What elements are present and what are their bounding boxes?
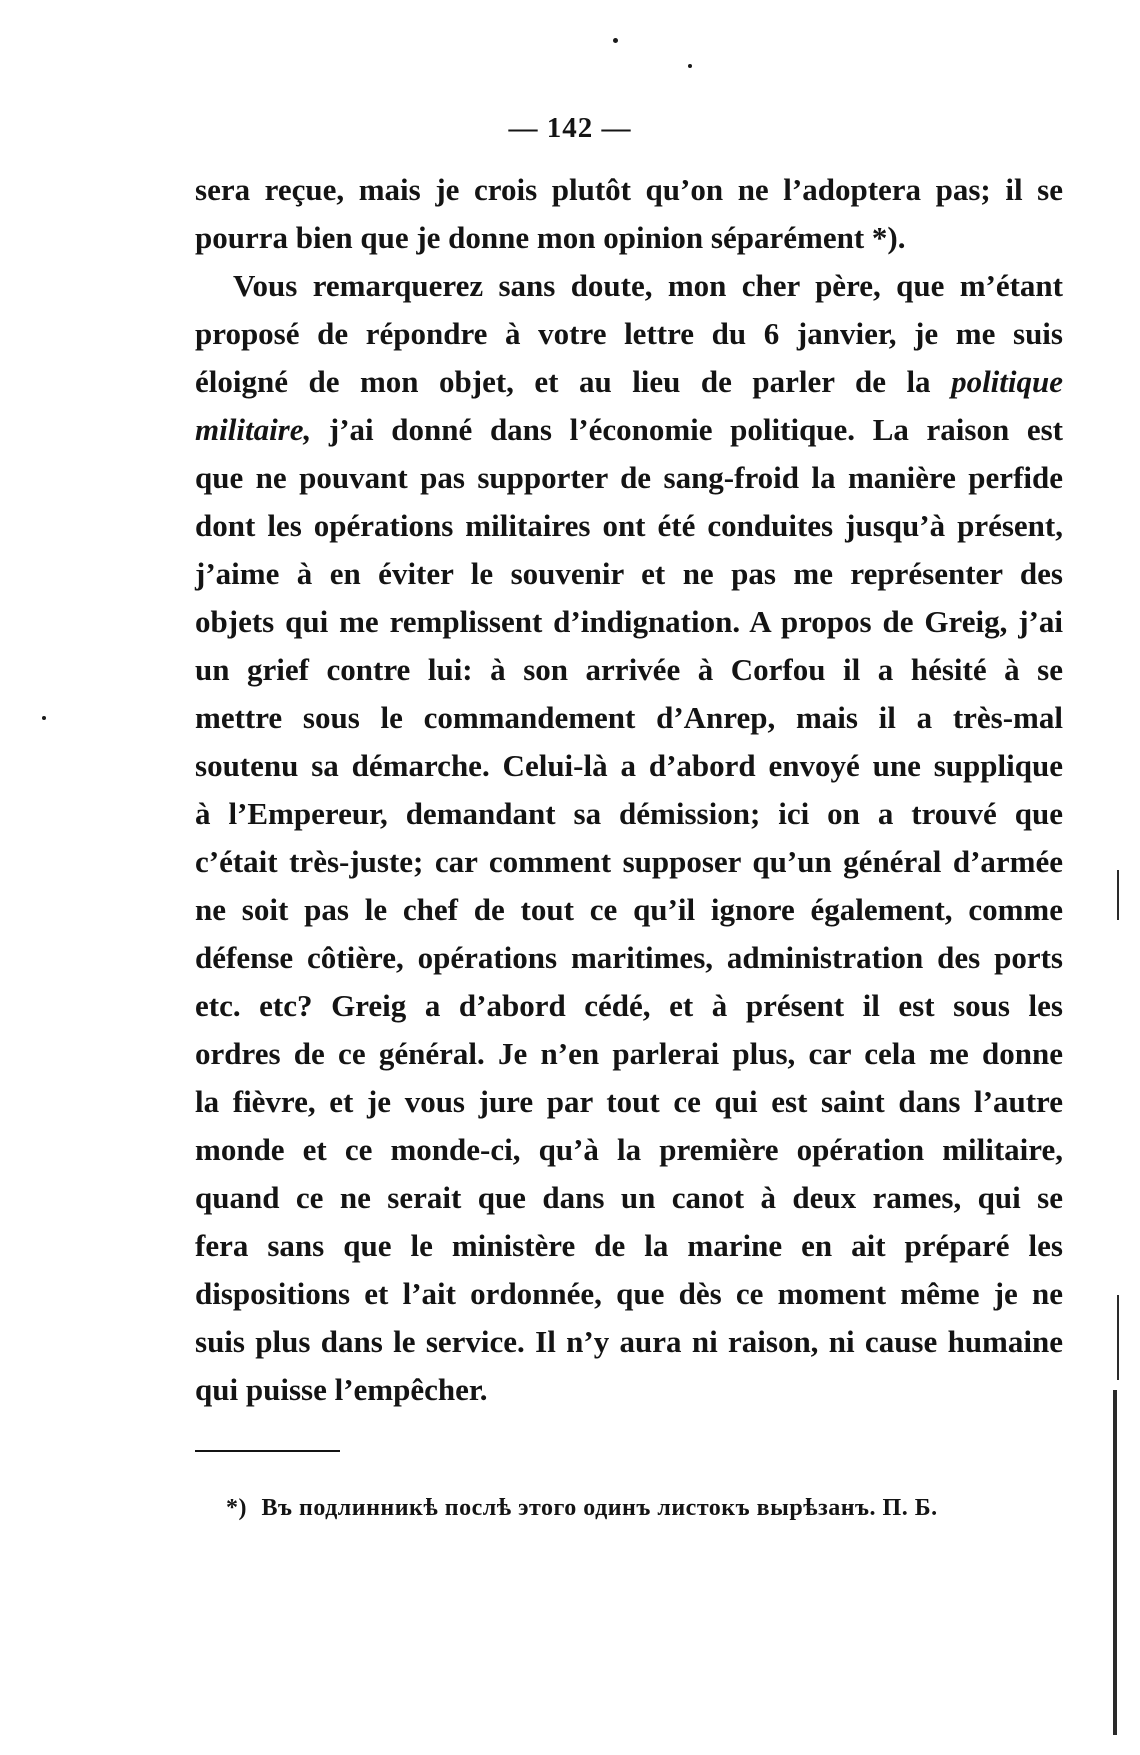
text-line: etc. etc? Greig a d’abord cédé, et à présent il est sous les [195,988,1063,1023]
italic-term: politique [951,364,1064,399]
text-line: défense côtière, opérations maritimes, administration des ports [195,940,1063,975]
text-line: que ne pouvant pas supporter de sang-froid la manière perfide [195,460,1063,495]
scan-speck [613,38,618,43]
text-line: dont les opérations militaires ont été conduites jusqu’à présent, [195,508,1063,543]
body-text [195,166,1063,1414]
text-line-segment: éloigné de mon objet, et au lieu de parler de la [195,364,931,399]
scan-speck [688,64,692,68]
footnote-text: Въ подлинникѣ послѣ этого одинъ листокъ вырѣзанъ. П. Б. [261,1495,938,1521]
page-number: — 142 — [508,112,632,144]
text-line [195,406,1063,454]
text-line: soutenu sa démarche. Celui-là a d’abord envoyé une supplique [195,748,1063,783]
text-line: ordres de ce général. Je n’en parlerai plus, car cela me donne [195,1036,1063,1071]
text-line: ne soit pas le chef de tout ce qu’il ignore également, comme [195,892,1063,927]
text-line: suis plus dans le service. Il n’y aura ni raison, ni cause humaine [195,1324,1063,1359]
text-line: c’était très-juste; car comment supposer qu’un général d’armée [195,844,1063,879]
text-line: monde et ce monde-ci, qu’à la première opération militaire, [195,1132,1063,1167]
text-line: dispositions et l’ait ordonnée, que dès ce moment même je ne [195,1276,1063,1311]
text-line: la fièvre, et je vous jure par tout ce qui est saint dans l’autre [195,1084,1063,1119]
text-line-segment: j’ai donné dans l’économie politique. La raison est [328,412,1064,447]
text-line [195,358,1063,406]
text-line: fera sans que le ministère de la marine en ait préparé les [195,1228,1063,1263]
scan-edge-mark [1117,870,1119,920]
text-line: pourra bien que je donne mon opinion séparément *). [195,220,906,255]
text-line: Vous remarquerez sans doute, mon cher père, que m’étant [233,268,1063,303]
text-line: mettre sous le commandement d’Anrep, mais il a très-mal [195,700,1063,735]
text-line: à l’Empereur, demandant sa démission; ici on a trouvé que [195,796,1063,831]
scan-edge-mark [1117,1295,1119,1380]
footnote-divider [195,1450,340,1452]
text-line: qui puisse l’empêcher. [195,1372,488,1407]
text-line: j’aime à en éviter le souvenir et ne pas me représenter des [195,556,1063,591]
italic-term: militaire, [195,412,312,447]
footnote [226,1495,1006,1522]
scan-edge-mark [1113,1390,1117,1735]
scan-speck [42,716,46,720]
text-line: objets qui me remplissent d’indignation. A propos de Greig, j’ai [195,604,1063,639]
text-line: proposé de répondre à votre lettre du 6 janvier, je me suis [195,316,1063,351]
footnote-marker: *) [226,1495,247,1521]
text-line: sera reçue, mais je crois plutôt qu’on ne l’adoptera pas; il se [195,172,1063,207]
text-line: un grief contre lui: à son arrivée à Corfou il a hésité à se [195,652,1063,687]
text-line: quand ce ne serait que dans un canot à deux rames, qui se [195,1180,1063,1215]
